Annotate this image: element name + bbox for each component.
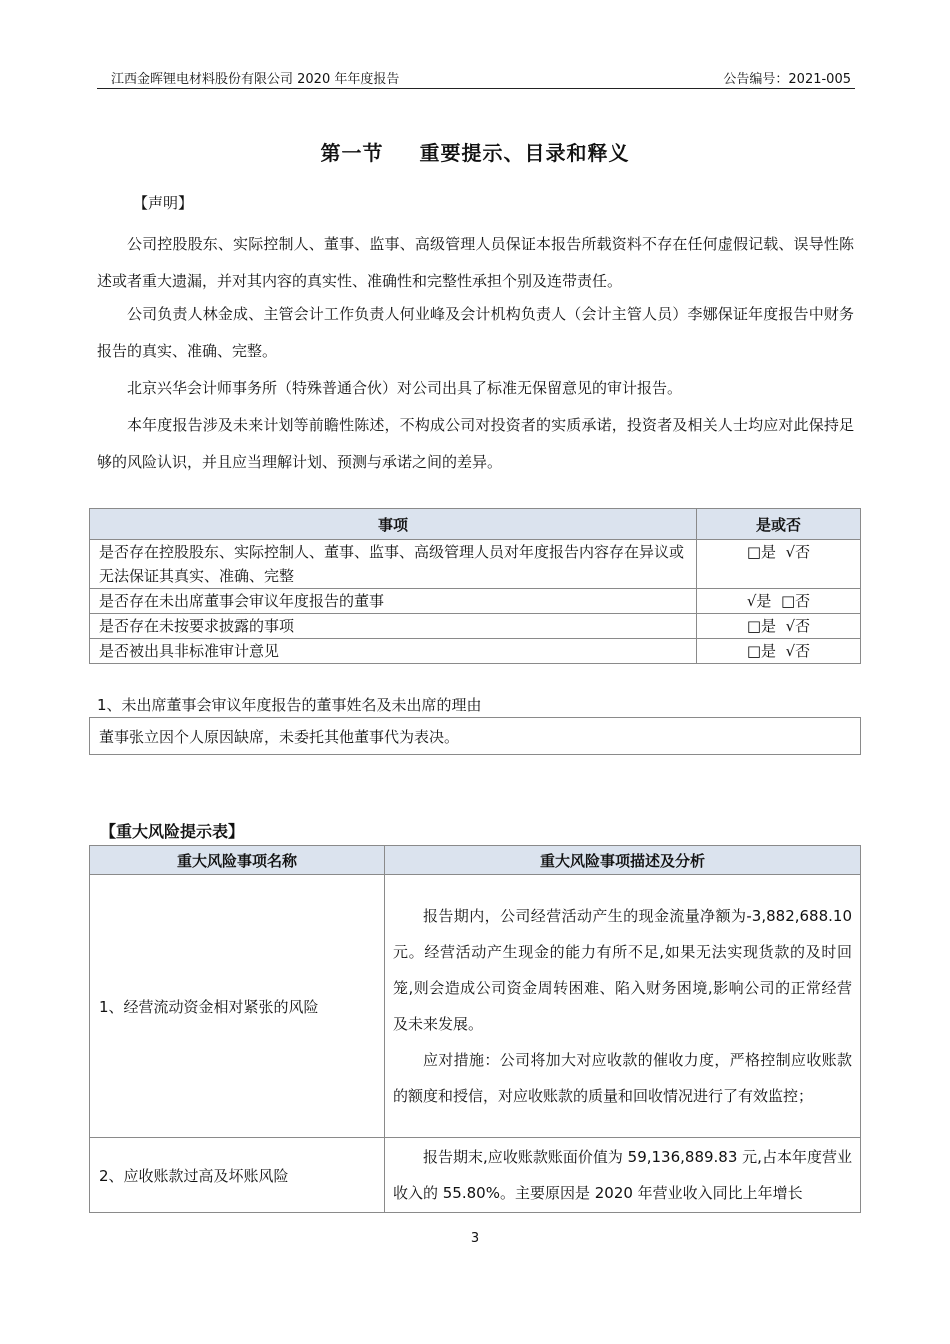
risk-table bbox=[89, 845, 861, 1213]
column-header-risk-name: 重大风险事项名称 bbox=[90, 846, 385, 875]
section-number: 第一节 bbox=[320, 141, 384, 165]
matter-item: 是否被出具非标准审计意见 bbox=[90, 639, 697, 664]
risk-description-paragraph: 报告期内，公司经营活动产生的现金流量净额为-3,882,688.10 元。经营活动产生现金的能力有所不足,如果无法实现货款的及时回笼,则会造成公司资金周转困难、陷入财务困境,影响公司的正常经营及未来发展。 bbox=[393, 907, 852, 1033]
absent-reason-box: 董事张立因个人原因缺席，未委托其他董事代为表决。 bbox=[89, 717, 861, 755]
declaration-paragraph: 本年度报告涉及未来计划等前瞻性陈述，不构成公司对投资者的实质承诺，投资者及相关人士均应对此保持足够的风险认识，并且应当理解计划、预测与承诺之间的差异。 bbox=[97, 416, 854, 471]
table-row bbox=[90, 614, 861, 639]
table-header-row bbox=[90, 509, 861, 540]
table-row bbox=[90, 589, 861, 614]
section-title bbox=[0, 137, 950, 166]
absent-directors-heading: 1、未出席董事会审议年度报告的董事姓名及未出席的理由 bbox=[97, 696, 482, 714]
matter-answer: □是 √否 bbox=[697, 540, 861, 589]
matter-answer: □是 √否 bbox=[697, 614, 861, 639]
risk-table-title: 【重大风险提示表】 bbox=[100, 822, 245, 841]
header-announcement-number: 公告编号：2021-005 bbox=[723, 72, 851, 87]
risk-description-paragraph: 报告期末,应收账款账面价值为 59,136,889.83 元,占本年度营业收入的 55.80%。主要原因是 2020 年营业收入同比上年增长 bbox=[393, 1148, 852, 1202]
declaration-paragraph: 北京兴华会计师事务所（特殊普通合伙）对公司出具了标准无保留意见的审计报告。 bbox=[127, 379, 683, 397]
declaration-label: 【声明】 bbox=[133, 194, 194, 212]
declaration-paragraph: 公司控股股东、实际控制人、董事、监事、高级管理人员保证本报告所载资料不存在任何虚假记载、误导性陈述或者重大遗漏，并对其内容的真实性、准确性和完整性承担个别及连带责任。 bbox=[97, 235, 854, 290]
matter-item: 是否存在控股股东、实际控制人、董事、监事、高级管理人员对年度报告内容存在异议或无法保证其真实、准确、完整 bbox=[90, 540, 697, 589]
column-header-answer: 是或否 bbox=[697, 509, 861, 540]
risk-description-paragraph: 应对措施：公司将加大对应收款的催收力度，严格控制应收账款的额度和授信，对应收账款的质量和回收情况进行了有效监控； bbox=[393, 1051, 852, 1105]
risk-name: 2、应收账款过高及坏账风险 bbox=[90, 1138, 385, 1213]
matters-table bbox=[89, 508, 861, 664]
risk-description bbox=[385, 1138, 861, 1213]
page-number: 3 bbox=[470, 1231, 480, 1246]
matter-item: 是否存在未按要求披露的事项 bbox=[90, 614, 697, 639]
table-row bbox=[90, 875, 861, 1138]
section-name: 重要提示、目录和释义 bbox=[419, 141, 630, 165]
column-header-item: 事项 bbox=[90, 509, 697, 540]
declaration-paragraph: 公司负责人林金成、主管会计工作负责人何业峰及会计机构负责人（会计主管人员）李娜保证年度报告中财务报告的真实、准确、完整。 bbox=[97, 305, 854, 360]
matter-answer: √是 □否 bbox=[697, 589, 861, 614]
risk-description bbox=[385, 875, 861, 1138]
table-header-row bbox=[90, 846, 861, 875]
header-company-report: 江西金晖锂电材料股份有限公司 2020 年年度报告 bbox=[111, 72, 400, 87]
matter-item: 是否存在未出席董事会审议年度报告的董事 bbox=[90, 589, 697, 614]
page-header bbox=[97, 66, 855, 89]
table-row bbox=[90, 540, 861, 589]
column-header-risk-desc: 重大风险事项描述及分析 bbox=[385, 846, 861, 875]
table-row bbox=[90, 1138, 861, 1213]
table-row bbox=[90, 639, 861, 664]
matter-answer: □是 √否 bbox=[697, 639, 861, 664]
risk-name: 1、经营流动资金相对紧张的风险 bbox=[90, 875, 385, 1138]
